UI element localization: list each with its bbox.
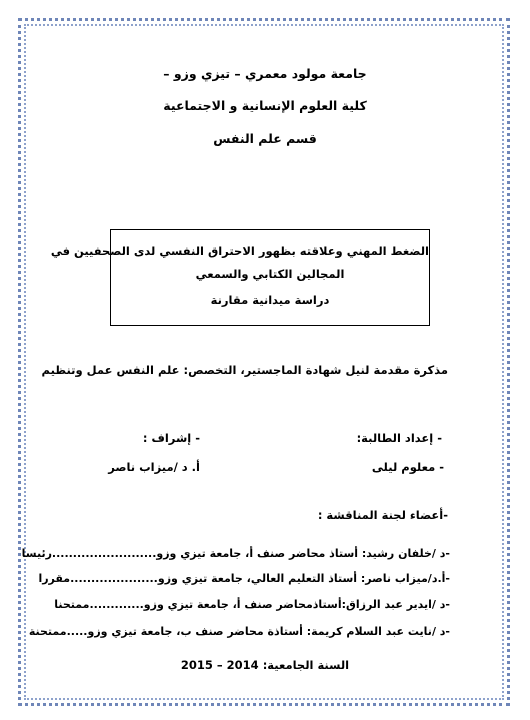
academic-year-value: 2014 – 2015 bbox=[180, 658, 259, 672]
committee-member: -د /خلفان رشيد: أستاذ محاضر صنف أ، جامعة تيزي وزو.........................رئيسا bbox=[21, 547, 450, 560]
thesis-title-line-2: المجالين الكتابي والسمعي bbox=[195, 267, 345, 281]
thesis-subtitle: دراسة ميدانية مقارنة bbox=[210, 293, 330, 307]
thesis-title-box bbox=[50, 229, 430, 326]
prepared-by-label: - إعداد الطالبة: bbox=[356, 431, 442, 445]
supervision-label: - إشراف : bbox=[142, 431, 200, 445]
faculty-name: كلية العلوم الإنسانية و الاجتماعية bbox=[163, 98, 367, 113]
committee-member: -د /ايدير عبد الرزاق:أستاذمحاضر صنف أ، جامعة تيزي وزو.............ممتحنا bbox=[54, 598, 450, 611]
memo-statement: مذكرة مقدمة لنيل شهادة الماجستير، التخصص: علم النفس عمل وتنظيم bbox=[41, 363, 448, 377]
student-name: - معلوم ليلى bbox=[371, 460, 444, 474]
committee-member: -د /نايت عبد السلام كريمة: أستاذة محاضر صنف ب، جامعة تيزي وزو.....ممتحنة bbox=[28, 625, 450, 638]
supervisor-name: أ. د /ميزاب ناصر bbox=[108, 460, 200, 474]
thesis-title-line-1: الضغط المهني وعلاقته بظهور الاحتراق النفسي لدى الصحفيين في bbox=[50, 244, 429, 258]
academic-year-label: السنة الجامعية: bbox=[262, 658, 350, 672]
department-name: قسم علم النفس bbox=[213, 131, 317, 146]
university-name: جامعة مولود معمري – تيزي وزو – bbox=[163, 66, 367, 81]
committee-label: -أعضاء لجنة المناقشة : bbox=[317, 508, 448, 522]
committee-member: -أ.د/ميزاب ناصر: أستاذ التعليم العالي، جامعة تيزي وزو.....................مقررا bbox=[38, 572, 450, 585]
academic-year bbox=[0, 660, 530, 672]
